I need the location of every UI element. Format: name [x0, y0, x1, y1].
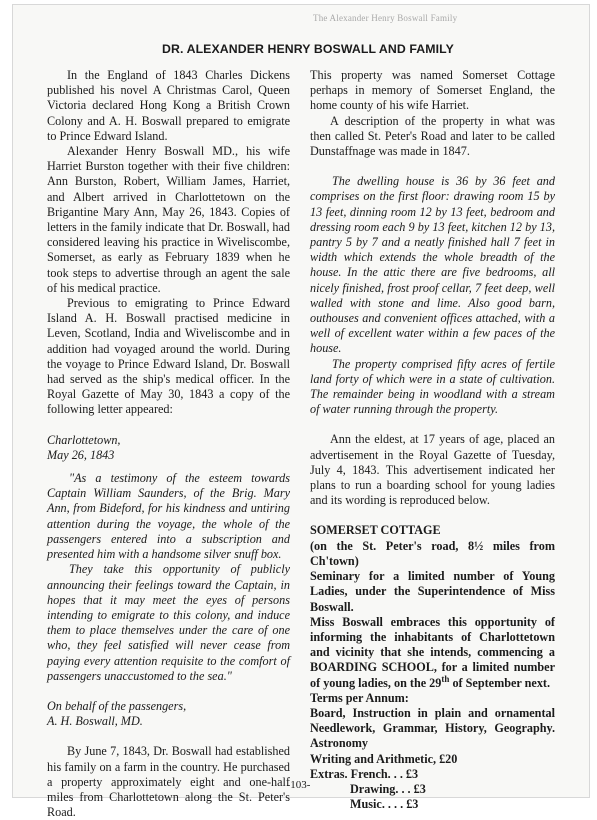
property-quote-1: The dwelling house is 36 by 36 feet and comprises on the first floor: drawing room 15 by 13 feet, dinning room 12 by 13 feet, bedroom and dressing room each 9 by 13 feet, kitchen 12 by 13, pantry 5 by 7 and a neatly finished hall 7 feet in width which extends the whole breadth of the house. In the attic there are five bedrooms, all nicely finished, frost proof cellar, 7 feet deep, well walled with stone and lime. Also good barn, outhouses and convenient offices attached, with a well of excellent water within a few paces of the house.	[310, 174, 555, 356]
page-number: -103-	[286, 779, 311, 791]
ad-writing: Writing and Arithmetic, £20	[310, 751, 458, 766]
letter-place: Charlottetown,	[47, 432, 121, 447]
running-head: The Alexander Henry Boswall Family	[313, 13, 458, 23]
ad-extras-french: Extras. French. . . £3	[310, 766, 419, 781]
boarding-school-advertisement	[310, 523, 555, 812]
letter-quote-2: They take this opportunity of publicly announcing their feelings toward the Captain, in hopes that it may meet the eyes of persons intending to emigrate to this colony, and induce them to place themselves under the care of one who, they feel satisfied will never cease from paying every attention requisite to the comfort of passengers unaccustomed to the sea."	[47, 562, 290, 683]
paragraph-advertisement: Ann the eldest, at 17 years of age, placed an advertisement in the Royal Gazette of Tuesday, July 4, 1843. This advertisement indicated her plans to run a boarding school for young ladies and its wording is reproduced below.	[310, 432, 555, 508]
ad-terms: Terms per Annum:	[310, 690, 409, 705]
paragraph-property-name: This property was named Somerset Cottage perhaps in memory of Somerset England, the home county of his wife Harriet.	[310, 68, 555, 113]
ad-announcement: Miss Boswall embraces this opportunity of informing the inhabitants of Charlottetown and vicinity that she intends, commencing a BOARDING SCHOOL, for a limited number of young ladies, on the 29th of September next.	[310, 614, 555, 690]
paragraph-previous-practice: Previous to emigrating to Prince Edward Island A. H. Boswall practised medicine in Leven, Scotland, India and Wiveliscombe and in addition had voyaged around the world. During the voyage to Prince Edward Island, Dr. Boswall had served as the ship's medical officer. In the Royal Gazette of May 30, 1843 a copy of the following letter appeared:	[47, 296, 290, 417]
right-column	[310, 68, 555, 812]
letter-quote-1: "As a testimony of the esteem towards Captain William Saunders, of the Brig. Mary Ann, from Bideford, for his kindness and untiring attention during the voyage, the whole of the passengers entered into a subscription and presented him with a handsome silver snuff box.	[47, 471, 290, 562]
paragraph-farm: By June 7, 1843, Dr. Boswall had established his family on a farm in the country. He purchased a property approximately eight and one-half miles from Charlottetown along the St. Peter's Road.	[47, 744, 290, 820]
ad-location: (on the St. Peter's road, 8½ miles from Ch'town)	[310, 538, 555, 568]
letter-signature: A. H. Boswall, MD.	[47, 714, 143, 729]
property-quote-2: The property comprised fifty acres of fertile land forty of which were in a state of cultivation. The remainder being in woodland with a stream of water running through the property.	[310, 356, 555, 417]
ad-extras-drawing: Drawing. . . £3	[350, 781, 426, 796]
ad-board: Board, Instruction in plain and ornamental Needlework, Grammar, History, Geography. Astronomy	[310, 705, 555, 751]
letter-signoff: On behalf of the passengers,	[47, 698, 187, 713]
paragraph-arrival: Alexander Henry Boswall MD., his wife Harriet Burston together with their five children: Ann Burston, Robert, William James, Harriet, and Albert arrived in Charlottetown on the Brigantine Mary Ann, May 26, 1843. Copies of letters in the family indicate that Dr. Boswall, had considered leaving his practice in Wiveliscombe, Somerset, as early as February 1839 when he took steps to advertise through an agent the sale of his medical practice.	[47, 144, 291, 295]
paragraph-intro: In the England of 1843 Charles Dickens published his novel A Christmas Carol, Queen Victoria declared Hong Kong a British Crown Colony and A. H. Boswall prepared to emigrate to Prince Edward Island.	[47, 68, 290, 143]
ad-extras-music: Music. . . . £3	[350, 797, 419, 812]
article-title: DR. ALEXANDER HENRY BOSWALL AND FAMILY	[162, 42, 454, 56]
letter-date: May 26, 1843	[47, 447, 115, 462]
ad-heading: SOMERSET COTTAGE	[310, 523, 441, 538]
ad-seminary: Seminary for a limited number of Young Ladies, under the Superintendence of Miss Boswall.	[310, 569, 555, 614]
paragraph-property-description: A description of the property in what was then called St. Peter's Road and later to be called Dunstaffnage was made in 1847.	[310, 113, 555, 159]
left-column	[47, 68, 290, 820]
